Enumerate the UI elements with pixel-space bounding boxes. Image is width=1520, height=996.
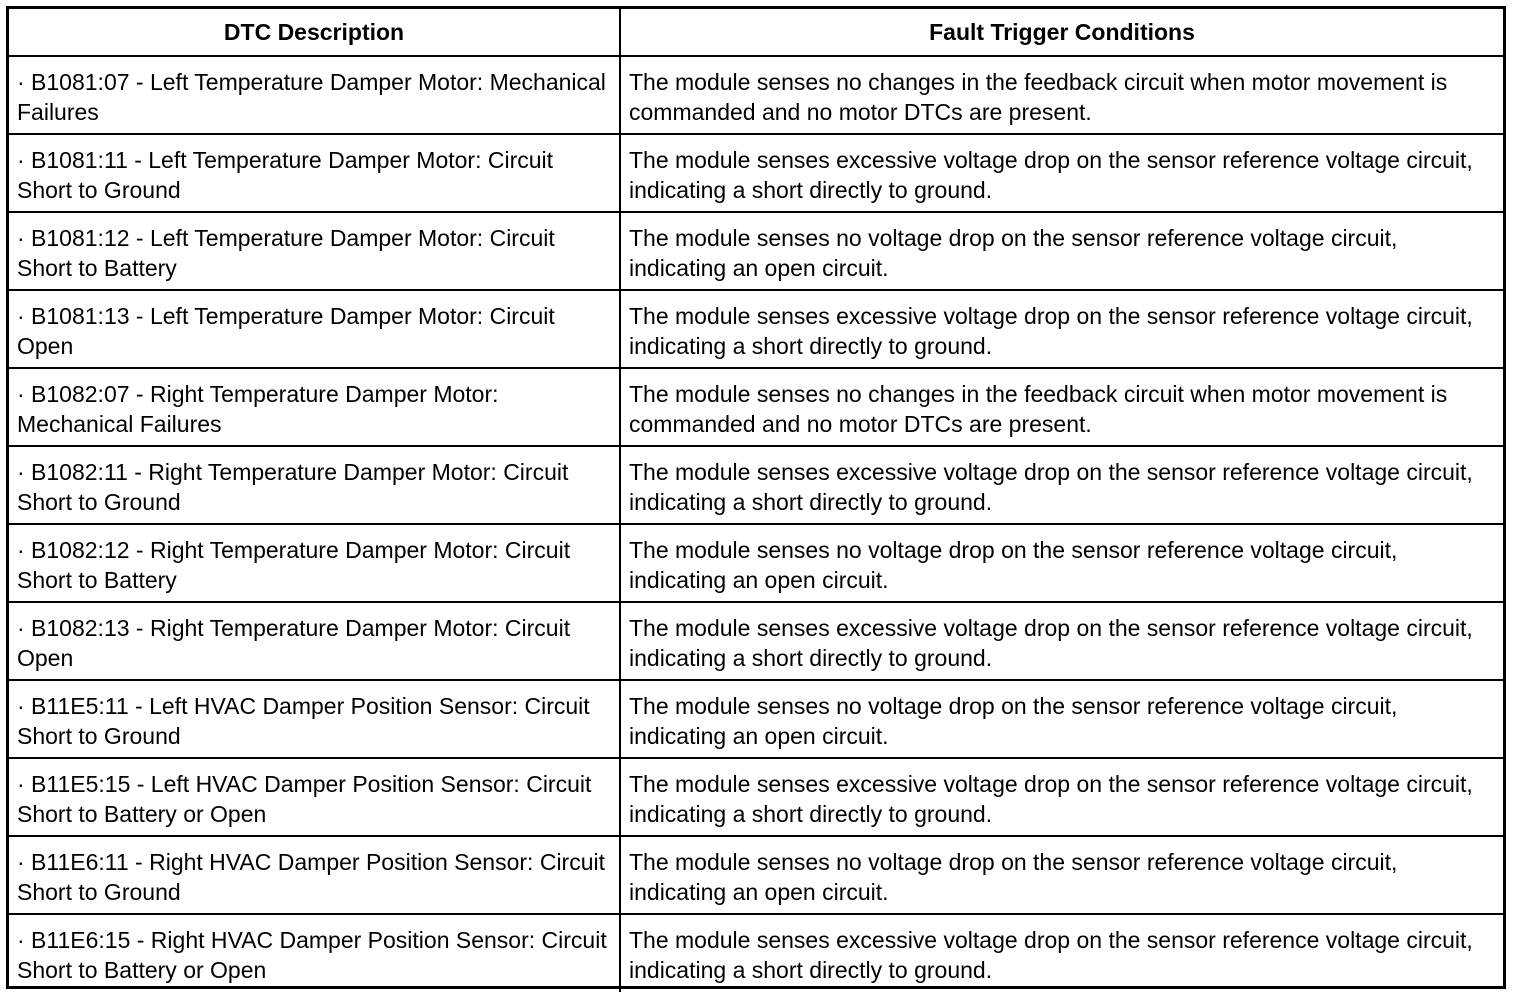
fault-condition-cell: The module senses no voltage drop on the sensor reference voltage circuit, indicating an open circuit. [620,524,1503,602]
fault-condition-cell: The module senses excessive voltage drop on the sensor reference voltage circuit, indicating a short directly to ground. [620,914,1503,992]
dtc-description-cell: · B1081:13 - Left Temperature Damper Motor: Circuit Open [9,290,620,368]
table-row [9,758,1503,836]
dtc-table [9,9,1503,992]
fault-condition-cell: The module senses excessive voltage drop on the sensor reference voltage circuit, indicating a short directly to ground. [620,602,1503,680]
fault-condition-cell: The module senses excessive voltage drop on the sensor reference voltage circuit, indicating a short directly to ground. [620,134,1503,212]
table-row [9,212,1503,290]
table-row [9,836,1503,914]
dtc-description-cell: · B11E6:11 - Right HVAC Damper Position Sensor: Circuit Short to Ground [9,836,620,914]
dtc-description-cell: · B1081:12 - Left Temperature Damper Motor: Circuit Short to Battery [9,212,620,290]
fault-condition-cell: The module senses no voltage drop on the sensor reference voltage circuit, indicating an open circuit. [620,212,1503,290]
dtc-table-container [6,6,1506,989]
dtc-description-cell: · B1082:12 - Right Temperature Damper Motor: Circuit Short to Battery [9,524,620,602]
table-row [9,56,1503,134]
table-row [9,134,1503,212]
fault-condition-cell: The module senses excessive voltage drop on the sensor reference voltage circuit, indicating a short directly to ground. [620,290,1503,368]
dtc-description-cell: · B1082:13 - Right Temperature Damper Motor: Circuit Open [9,602,620,680]
fault-condition-cell: The module senses no changes in the feedback circuit when motor movement is commanded and no motor DTCs are present. [620,368,1503,446]
table-row [9,368,1503,446]
dtc-description-cell: · B1082:07 - Right Temperature Damper Motor: Mechanical Failures [9,368,620,446]
table-row [9,914,1503,992]
dtc-description-cell: · B1082:11 - Right Temperature Damper Motor: Circuit Short to Ground [9,446,620,524]
fault-condition-cell: The module senses no voltage drop on the sensor reference voltage circuit, indicating an open circuit. [620,836,1503,914]
fault-condition-cell: The module senses excessive voltage drop on the sensor reference voltage circuit, indicating a short directly to ground. [620,446,1503,524]
table-row [9,602,1503,680]
fault-condition-cell: The module senses no voltage drop on the sensor reference voltage circuit, indicating an open circuit. [620,680,1503,758]
header-dtc-description: DTC Description [9,9,620,56]
dtc-description-cell: · B1081:07 - Left Temperature Damper Motor: Mechanical Failures [9,56,620,134]
fault-condition-cell: The module senses no changes in the feedback circuit when motor movement is commanded and no motor DTCs are present. [620,56,1503,134]
table-header-row [9,9,1503,56]
table-row [9,446,1503,524]
dtc-description-cell: · B1081:11 - Left Temperature Damper Motor: Circuit Short to Ground [9,134,620,212]
table-row [9,680,1503,758]
table-row [9,290,1503,368]
dtc-description-cell: · B11E5:15 - Left HVAC Damper Position Sensor: Circuit Short to Battery or Open [9,758,620,836]
dtc-description-cell: · B11E5:11 - Left HVAC Damper Position Sensor: Circuit Short to Ground [9,680,620,758]
table-row [9,524,1503,602]
header-fault-trigger-conditions: Fault Trigger Conditions [620,9,1503,56]
dtc-description-cell: · B11E6:15 - Right HVAC Damper Position Sensor: Circuit Short to Battery or Open [9,914,620,992]
fault-condition-cell: The module senses excessive voltage drop on the sensor reference voltage circuit, indicating a short directly to ground. [620,758,1503,836]
